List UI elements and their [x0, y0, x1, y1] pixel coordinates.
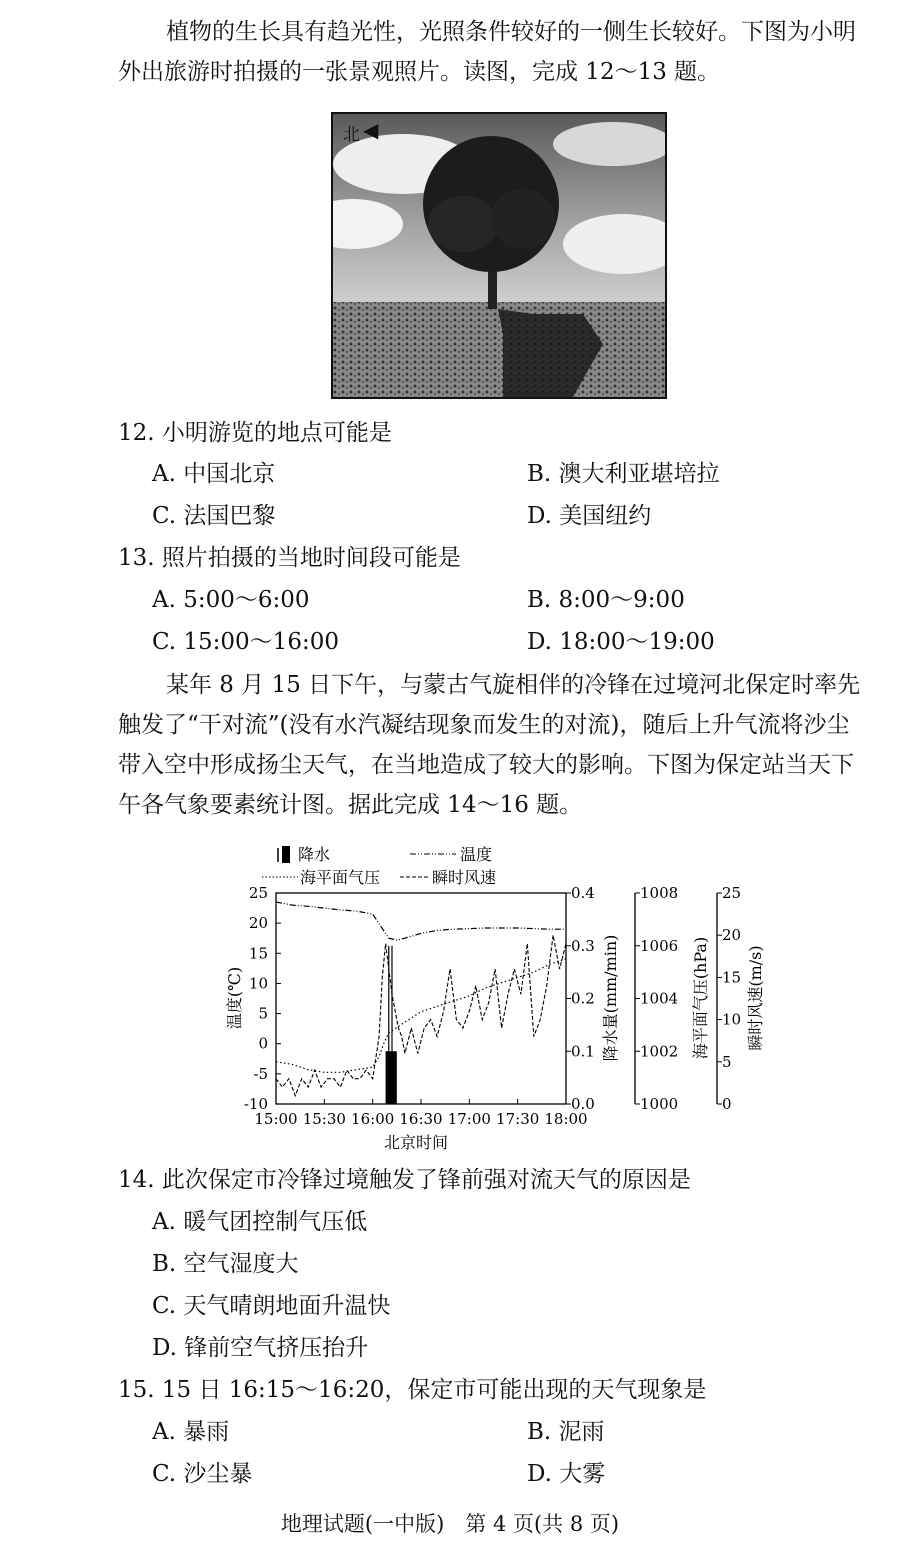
- wind-tick-label: 20: [722, 926, 742, 945]
- q13-stem: 13. 照片拍摄的当地时间段可能是: [118, 545, 461, 571]
- legend-precip-swatch: [282, 846, 290, 863]
- landscape-photo: [331, 112, 667, 399]
- time-axis-label: 北京时间: [383, 1133, 449, 1152]
- precip-tick-label: 0.1: [571, 1042, 595, 1061]
- time-tick-label: 16:30: [399, 1110, 443, 1128]
- legend-pressure-label: 海平面气压: [300, 868, 381, 887]
- q15-option-a: A. 暴雨: [152, 1419, 230, 1445]
- temperature-tick-label: -10: [243, 1095, 268, 1113]
- pressure-series-line: [276, 959, 566, 1072]
- precip-tick-label: 0.4: [571, 884, 595, 902]
- precip-series: [386, 946, 397, 1104]
- q13-option-d: D. 18:00～19:00: [527, 629, 715, 655]
- time-tick-label: 15:00: [254, 1110, 298, 1128]
- temperature-axis-label: 温度(℃): [225, 966, 244, 1030]
- intro-2-line-1: 某年 8 月 15 日下午，与蒙古气旋相伴的冷锋在过境河北保定时率先: [166, 672, 861, 698]
- intro-2-line-4: 午各气象要素统计图。据此完成 14～16 题。: [118, 792, 583, 818]
- north-label: 北: [343, 125, 360, 145]
- temperature-tick-label: 15: [248, 944, 268, 963]
- intro-paragraph-1: [118, 12, 883, 92]
- q14-option-b: B. 空气湿度大: [152, 1251, 299, 1277]
- q12-option-c: C. 法国巴黎: [152, 503, 276, 529]
- pressure-axis-label: 海平面气压(hPa): [691, 936, 710, 1060]
- temperature-tick-label: 10: [248, 974, 268, 993]
- q14-stem: 14. 此次保定市冷锋过境触发了锋前强对流天气的原因是: [118, 1167, 691, 1193]
- intro-2-line-3: 带入空中形成扬尘天气，在当地造成了较大的影响。下图为保定站当天下: [118, 752, 854, 778]
- time-tick-label: 15:30: [302, 1110, 346, 1128]
- intro-1-line-1: 植物的生长具有趋光性，光照条件较好的一侧生长较好。下图为小明: [166, 19, 856, 45]
- page-footer: 地理试题(一中版) 第 4 页(共 8 页): [280, 1512, 620, 1536]
- q12-option-d: D. 美国纽约: [527, 503, 652, 529]
- q14-option-c: C. 天气晴朗地面升温快: [152, 1293, 391, 1319]
- pressure-tick-label: 1006: [640, 936, 679, 955]
- wind-tick-label: 15: [722, 968, 742, 987]
- q15-stem: 15. 15 日 16:15～16:20，保定市可能出现的天气现象是: [118, 1377, 707, 1403]
- precip-tick-label: 0.0: [571, 1095, 595, 1113]
- weather-chart: [220, 832, 780, 1157]
- q12-stem: 12. 小明游览的地点可能是: [118, 420, 392, 446]
- precip-bar: [394, 1051, 397, 1104]
- q13-option-c: C. 15:00～16:00: [152, 629, 339, 655]
- legend-wind-label: 瞬时风速: [432, 868, 497, 887]
- temperature-series-line: [276, 902, 566, 940]
- intro-1-line-2: 外出旅游时拍摄的一张景观照片。读图，完成 12～13 题。: [118, 59, 721, 85]
- north-arrow-icon: ◀: [363, 118, 379, 142]
- q13-option-a: A. 5:00～6:00: [152, 587, 310, 613]
- q12-option-a: A. 中国北京: [152, 461, 276, 487]
- pressure-tick-label: 1008: [640, 884, 679, 902]
- wind-tick-label: 25: [722, 884, 742, 902]
- q13-option-b: B. 8:00～9:00: [527, 587, 685, 613]
- legend-precip-label: 降水: [298, 845, 331, 864]
- tree-photo-drawing: [333, 114, 665, 397]
- temperature-tick-label: 5: [258, 1004, 268, 1023]
- intro-2-line-2: 触发了“干对流”(没有水汽凝结现象而发生的对流)，随后上升气流将沙尘: [118, 712, 850, 738]
- precip-axis-ticks: [566, 884, 595, 1113]
- wind-tick-label: 10: [722, 1010, 742, 1029]
- temperature-tick-label: 20: [248, 914, 268, 933]
- temperature-tick-label: 25: [248, 884, 268, 902]
- time-axis-ticks: [254, 1099, 587, 1128]
- time-tick-label: 17:00: [447, 1110, 491, 1128]
- plot-frame: [276, 893, 566, 1104]
- intro-paragraph-2: [118, 665, 883, 825]
- precip-tick-label: 0.3: [571, 936, 595, 955]
- precip-axis-label: 降水量(mm/min): [601, 934, 620, 1062]
- temperature-tick-label: -5: [253, 1064, 268, 1083]
- chart-legend: [262, 845, 496, 887]
- legend-temp-label: 温度: [460, 845, 493, 864]
- wind-tick-label: 5: [722, 1052, 732, 1071]
- pressure-tick-label: 1004: [640, 989, 679, 1008]
- q14-option-d: D. 锋前空气挤压抬升: [152, 1335, 369, 1361]
- pressure-tick-label: 1002: [640, 1042, 679, 1061]
- q12-option-b: B. 澳大利亚堪培拉: [527, 461, 720, 487]
- wind-axis-ticks: [717, 884, 741, 1113]
- pressure-axis-ticks: [635, 884, 678, 1113]
- time-tick-label: 18:00: [544, 1110, 588, 1128]
- pressure-tick-label: 1000: [640, 1095, 679, 1113]
- precip-tick-label: 0.2: [571, 989, 595, 1008]
- time-tick-label: 17:30: [496, 1110, 540, 1128]
- temperature-tick-label: 0: [258, 1034, 268, 1053]
- q15-option-c: C. 沙尘暴: [152, 1461, 253, 1487]
- q15-option-d: D. 大雾: [527, 1461, 606, 1487]
- q15-option-b: B. 泥雨: [527, 1419, 605, 1445]
- wind-axis-label: 瞬时风速(m/s): [746, 945, 765, 1051]
- wind-tick-label: 0: [722, 1095, 732, 1113]
- time-tick-label: 16:00: [351, 1110, 395, 1128]
- q14-option-a: A. 暖气团控制气压低: [152, 1209, 368, 1235]
